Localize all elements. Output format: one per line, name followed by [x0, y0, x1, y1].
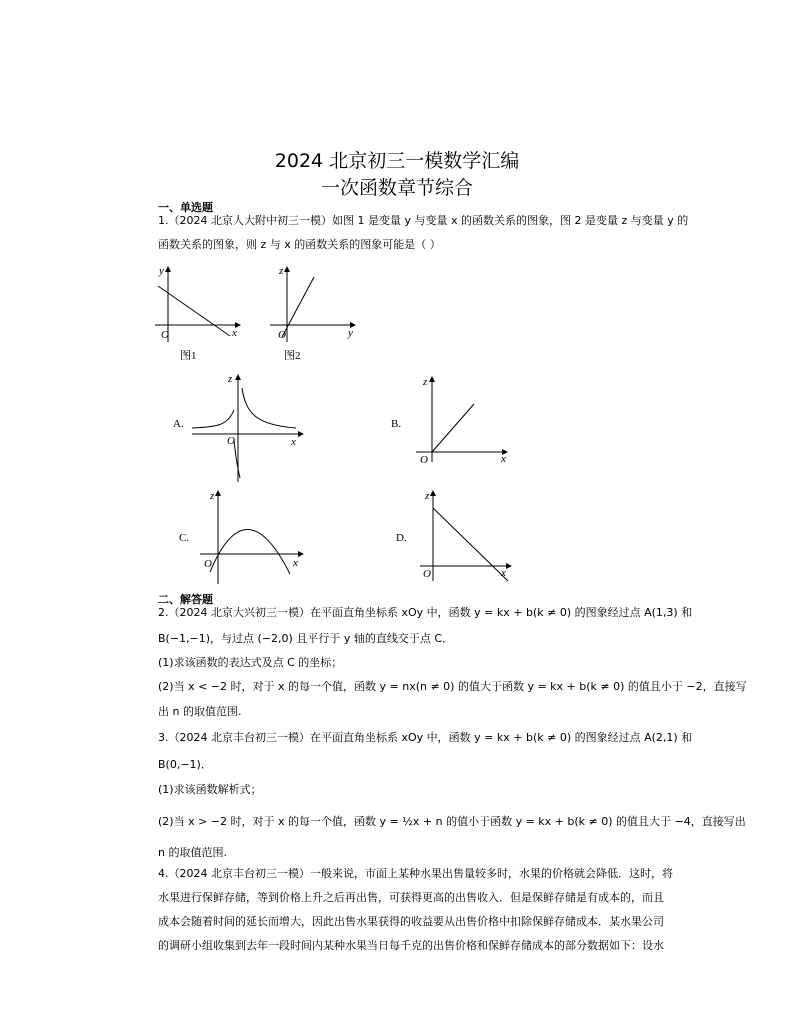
q3-text-line2: B(0,−1)．	[158, 758, 212, 771]
fig1-x-label: x	[232, 327, 237, 339]
svg-text:O: O	[420, 454, 428, 466]
svg-text:z: z	[228, 373, 233, 385]
option-a-graph	[188, 370, 308, 485]
q3-part1: (1)求该函数解析式；	[158, 783, 262, 796]
fig1-y-label: y	[159, 265, 164, 277]
option-c-label[interactable]: C.	[179, 532, 190, 544]
option-a-label[interactable]: A.	[173, 418, 184, 430]
option-b-graph	[412, 372, 512, 467]
fig1-caption: 图1	[180, 350, 197, 362]
q4-text-line3: 成本会随着时间的延长而增大，因此出售水果获得的收益要从出售价格中扣除保鲜存储成本．某水果公司	[158, 915, 664, 928]
q1-text-line2: 函数关系的图象，则 z 与 x 的函数关系的图象可能是（ ）	[158, 238, 441, 251]
document-title: 2024 北京初三一模数学汇编	[274, 150, 520, 172]
q2-text-line2: B(−1,−1)，与过点 (−2,0) 且平行于 y 轴的直线交于点 C．	[158, 632, 454, 645]
q3-part2-line1: (2)当 x > −2 时，对于 x 的每一个值，函数 y = ½x + n 的值小于函数 y = kx + b(k ≠ 0) 的值且大于 −4，直接写出	[158, 815, 746, 828]
svg-text:O: O	[204, 558, 212, 570]
q3-text-line1: 3.（2024 北京丰台初三一模）在平面直角坐标系 xOy 中，函数 y = kx + b(k ≠ 0) 的图象经过点 A(2,1) 和	[158, 731, 693, 744]
svg-text:x: x	[501, 453, 506, 465]
svg-text:O: O	[227, 435, 235, 447]
svg-text:x: x	[501, 567, 506, 579]
q1-text-line1: 1.（2024 北京人大附中初三一模）如图 1 是变量 y 与变量 x 的函数关系的图象，图 2 是变量 z 与变量 y 的	[158, 214, 689, 227]
q4-text-line1: 4.（2024 北京丰台初三一模）一般来说，市面上某种水果出售量较多时，水果的价格就会降低．这时，将	[158, 867, 673, 880]
option-d-label[interactable]: D.	[396, 532, 407, 544]
fig2-y-label: y	[348, 327, 353, 339]
option-d-graph	[416, 486, 516, 586]
q3-part2-line2: n 的取值范围.	[158, 846, 227, 859]
q2-part2-line2: 出 n 的取值范围.	[158, 705, 242, 718]
option-c-graph	[198, 486, 308, 586]
fig2-z-label: z	[279, 265, 284, 277]
q2-text-line1: 2.（2024 北京大兴初三一模）在平面直角坐标系 xOy 中，函数 y = kx + b(k ≠ 0) 的图象经过点 A(1,3) 和	[158, 606, 693, 619]
document-subtitle: 一次函数章节综合	[320, 177, 473, 199]
q4-text-line4: 的调研小组收集到去年一段时间内某种水果当日每千克的出售价格和保鲜存储成本的部分数据如下：设水	[158, 939, 664, 952]
svg-text:z: z	[425, 490, 430, 502]
svg-text:x: x	[291, 436, 296, 448]
svg-text:z: z	[210, 490, 215, 502]
section-heading-single-choice: 一、单选题	[158, 201, 213, 214]
svg-text:z: z	[423, 376, 428, 388]
q2-part1: (1)求该函数的表达式及点 C 的坐标；	[158, 656, 343, 669]
q2-part2-line1: (2)当 x < −2 时，对于 x 的每一个值，函数 y = nx(n ≠ 0) 的值大于函数 y = kx + b(k ≠ 0) 的值且小于 −2，直接写	[158, 680, 747, 693]
fig1-origin-label: O	[161, 329, 169, 341]
option-b-label[interactable]: B.	[391, 418, 402, 430]
svg-text:x: x	[293, 557, 298, 569]
section-heading-answer: 二、解答题	[158, 593, 213, 606]
fig2-origin-label: O	[278, 329, 286, 341]
svg-text:O: O	[423, 568, 431, 580]
fig2-caption: 图2	[284, 350, 301, 362]
q4-text-line2: 水果进行保鲜存储，等到价格上升之后再出售，可获得更高的出售收入．但是保鲜存储是有成本的，而且	[158, 891, 664, 904]
